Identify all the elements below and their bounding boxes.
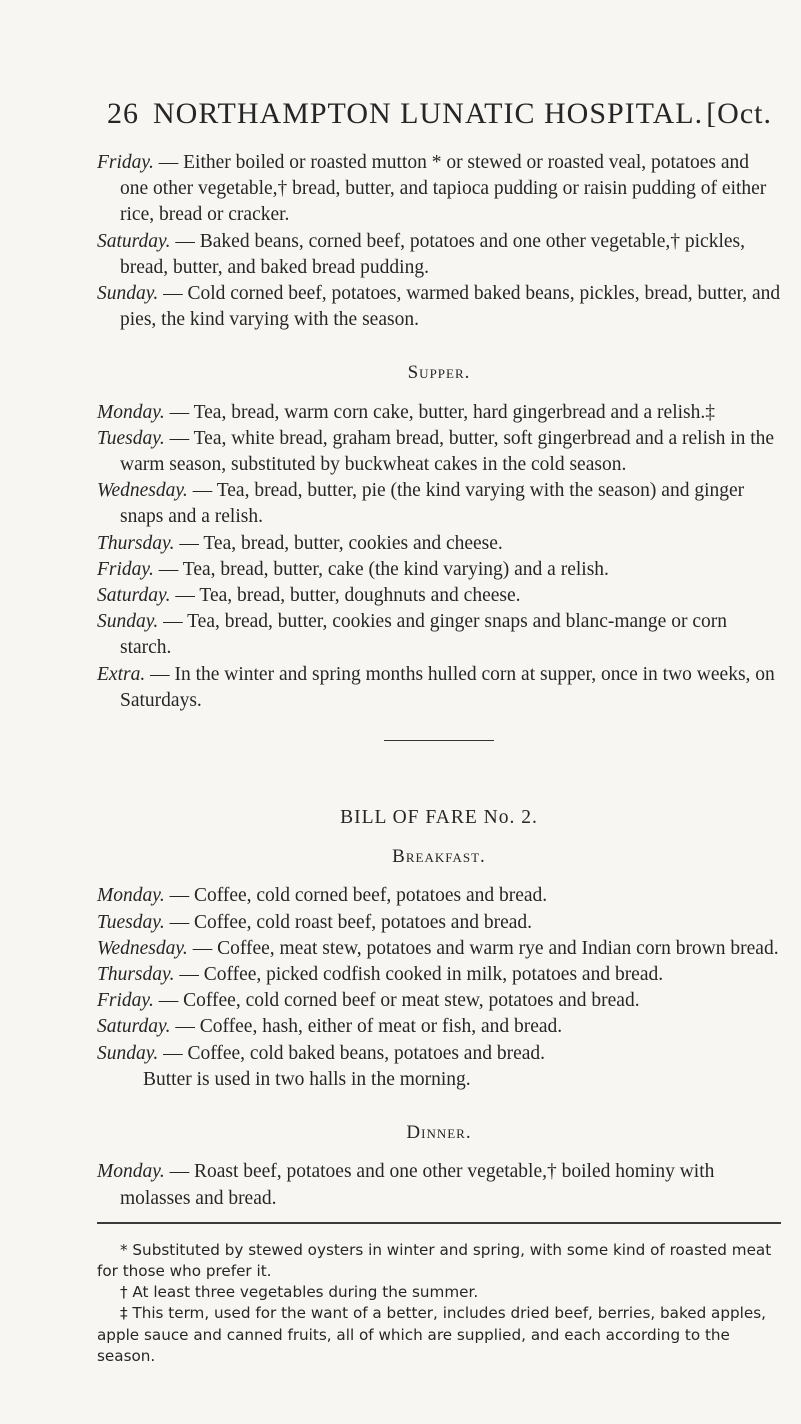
- day-label: Sunday.: [97, 1042, 159, 1064]
- menu-entry: [97, 400, 781, 426]
- footnote: * Substituted by stewed oysters in winter and spring, with some kind of roasted meat for those who prefer it.: [97, 1240, 772, 1280]
- menu-entry: [97, 531, 781, 557]
- day-label: Saturday.: [97, 230, 171, 252]
- menu-entry: [97, 281, 781, 333]
- day-label: Tuesday.: [97, 911, 165, 933]
- day-label: Monday.: [97, 401, 165, 423]
- menu-entry: [97, 1014, 781, 1040]
- section-heading-supper: Supper.: [407, 362, 471, 384]
- supper-section: [97, 400, 781, 714]
- day-label: Wednesday.: [97, 480, 188, 502]
- menu-entry: [97, 988, 781, 1014]
- running-head: [107, 97, 772, 131]
- day-label: Friday.: [97, 990, 154, 1012]
- entry-text: — Tea, bread, warm corn cake, butter, hard gingerbread and a relish.‡: [164, 401, 716, 423]
- page-body: [97, 150, 781, 1367]
- entry-text: — Baked beans, corned beef, potatoes and one other vegetable,† pickles, bread, butter, and baked bread pudding.: [120, 230, 745, 278]
- entry-text: — Coffee, hash, either of meat or fish, and bread.: [170, 1016, 563, 1038]
- entry-text: — In the winter and spring months hulled corn at supper, once in two weeks, on Saturdays.: [120, 663, 775, 711]
- day-label: Extra.: [97, 663, 146, 685]
- menu-entry: [97, 609, 781, 661]
- page-title: NORTHAMPTON LUNATIC HOSPITAL.: [153, 97, 704, 130]
- bill-of-fare-title: BILL OF FARE No. 2.: [340, 807, 538, 829]
- entry-text: — Coffee, cold corned beef, potatoes and bread.: [164, 885, 548, 907]
- menu-entry: [97, 229, 781, 281]
- entry-text: — Coffee, meat stew, potatoes and warm rye and Indian corn brown bread.: [187, 937, 779, 959]
- day-label: Saturday.: [97, 585, 171, 607]
- menu-entry: [97, 936, 781, 962]
- day-label: Wednesday.: [97, 937, 188, 959]
- menu-entry: [97, 1159, 781, 1211]
- entry-text: — Cold corned beef, potatoes, warmed baked beans, pickles, bread, butter, and pies, the kind varying with the season.: [120, 283, 781, 331]
- entry-text: — Coffee, picked codfish cooked in milk, potatoes and bread.: [174, 964, 664, 986]
- entry-text: — Roast beef, potatoes and one other vegetable,† boiled hominy with molasses and bread.: [120, 1161, 715, 1209]
- menu-entry: [97, 557, 781, 583]
- entry-text: — Tea, white bread, graham bread, butter, soft gingerbread and a relish in the warm season, substituted by buckwheat cakes in the cold season.: [120, 427, 775, 476]
- section-heading-breakfast: Breakfast.: [392, 846, 486, 868]
- breakfast-section: [97, 883, 781, 1093]
- footnote: ‡ This term, used for the want of a better, includes dried beef, berries, baked apples, apple sauce and canned fruits, all of which are supplied, and each according to the season.: [97, 1304, 766, 1365]
- menu-entry: [97, 426, 781, 478]
- entry-text: — Coffee, cold corned beef or meat stew, potatoes and bread.: [153, 990, 640, 1012]
- day-label: Saturday.: [97, 1016, 171, 1038]
- dinner-section: [97, 1159, 781, 1211]
- section-divider: [384, 740, 494, 741]
- day-label: Sunday.: [97, 611, 159, 633]
- entry-text: — Coffee, cold baked beans, potatoes and bread.: [158, 1042, 546, 1064]
- footnote: † At least three vegetables during the summer.: [120, 1283, 479, 1302]
- running-head-month: [Oct.: [706, 97, 772, 130]
- menu-entry: [97, 962, 781, 988]
- day-label: Tuesday.: [97, 427, 165, 449]
- day-label: Thursday.: [97, 532, 175, 554]
- menu-entry: [97, 883, 781, 909]
- menu-entry: [97, 662, 781, 714]
- day-label: Sunday.: [97, 283, 159, 305]
- entry-text: — Either boiled or roasted mutton * or stewed or roasted veal, potatoes and one other vegetable,† bread, butter, and tapioca pudding or raisin pudding of either rice, bread or cracker.: [120, 152, 767, 226]
- day-label: Thursday.: [97, 964, 175, 986]
- day-label: Friday.: [97, 558, 154, 580]
- entry-text: — Tea, bread, butter, cookies and ginger snaps and blanc-mange or corn starch.: [120, 611, 727, 659]
- breakfast-note: Butter is used in two halls in the morning.: [143, 1068, 471, 1090]
- day-label: Monday.: [97, 885, 165, 907]
- footnote-rule: [97, 1222, 781, 1224]
- day-label: Monday.: [97, 1161, 165, 1183]
- page-number: 26: [107, 97, 139, 130]
- entry-text: — Tea, bread, butter, cookies and cheese.: [174, 532, 503, 554]
- entry-text: — Tea, bread, butter, doughnuts and cheese.: [170, 585, 521, 607]
- menu-entry: [97, 150, 781, 229]
- footnotes: [97, 1240, 781, 1367]
- menu-entry: [97, 910, 781, 936]
- menu-entry: [97, 1041, 781, 1067]
- section-heading-dinner: Dinner.: [406, 1122, 472, 1144]
- entry-text: — Tea, bread, butter, cake (the kind varying) and a relish.: [153, 558, 609, 580]
- day-label: Friday.: [97, 152, 154, 173]
- menu-entry: [97, 583, 781, 609]
- dinner-continued: [97, 150, 781, 333]
- entry-text: — Coffee, cold roast beef, potatoes and bread.: [164, 911, 533, 933]
- menu-entry: [97, 478, 781, 530]
- entry-text: — Tea, bread, butter, pie (the kind varying with the season) and ginger snaps and a relish.: [120, 480, 745, 528]
